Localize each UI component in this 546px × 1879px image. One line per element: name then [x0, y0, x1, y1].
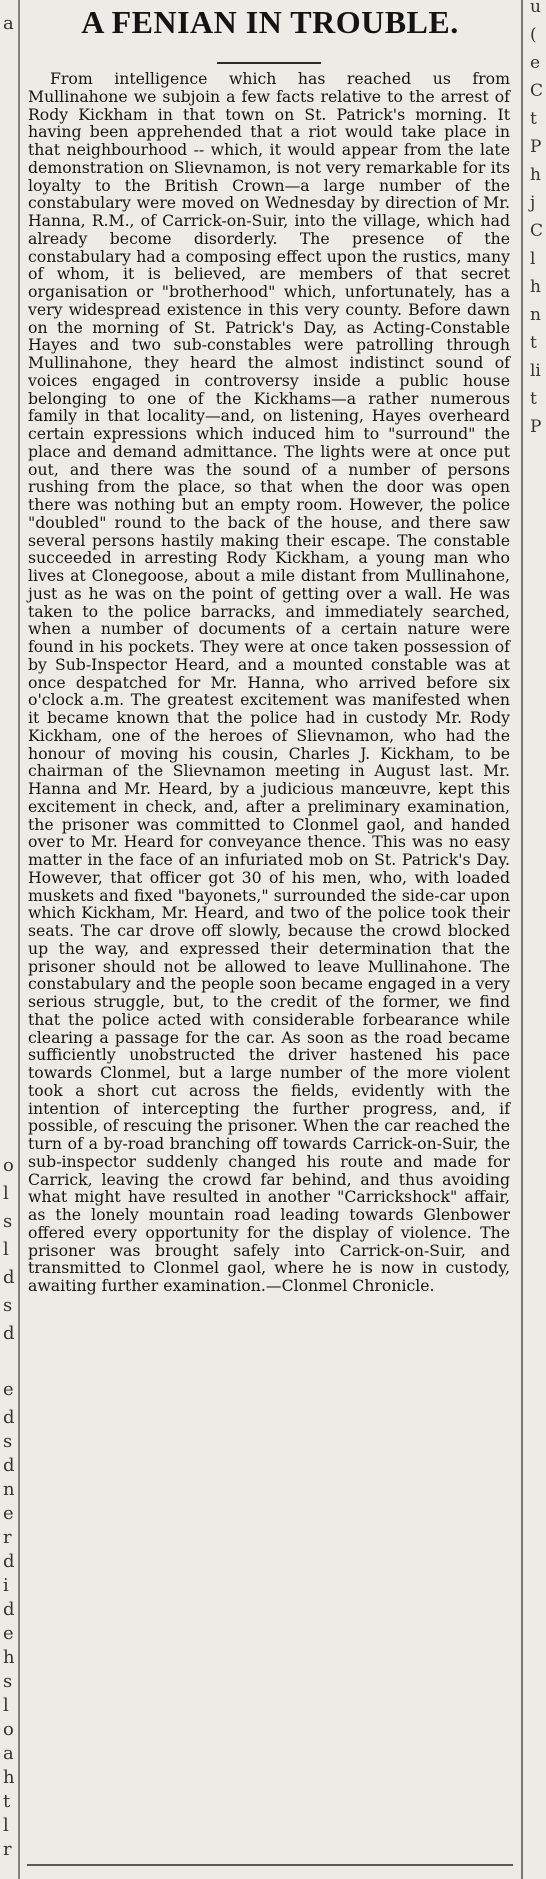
left-column-fragment: h — [3, 1647, 15, 1668]
right-column-fragment: u — [530, 0, 541, 17]
left-column-fragment: s — [3, 1431, 13, 1452]
left-column-fragment: d — [3, 1551, 15, 1572]
right-column-fragment: j — [530, 193, 536, 213]
right-column-fragment: t — [530, 109, 537, 129]
right-column-fragment: n — [530, 305, 541, 325]
article-headline: A FENIAN IN TROUBLE. — [81, 4, 459, 40]
right-column-fragment: ( — [530, 25, 537, 45]
right-column-fragment: C — [530, 221, 544, 241]
right-column-fragment: e — [530, 53, 541, 73]
right-column-fragment: P — [530, 417, 542, 437]
left-column-fragment: s — [3, 1295, 13, 1316]
right-column-fragment: t — [530, 333, 537, 353]
left-column-fragment: a — [3, 1743, 14, 1764]
right-column-fragment: h — [530, 277, 541, 297]
left-column-fragment: e — [3, 1503, 14, 1524]
left-column-fragment: d — [3, 1407, 15, 1428]
left-column-fragment: l — [3, 1239, 9, 1260]
right-column-fragment: h — [530, 165, 541, 185]
right-column-fragment: li — [530, 361, 541, 381]
left-column-fragment: o — [3, 1719, 14, 1740]
left-column-fragment: l — [3, 1695, 9, 1716]
left-column-fragment: e — [3, 1379, 14, 1400]
right-column-rule — [521, 0, 523, 1879]
right-column-fragment: P — [530, 137, 542, 157]
right-column-fragment: l — [530, 249, 536, 269]
left-column-fragment: d — [3, 1455, 15, 1476]
left-column-fragment: d — [3, 1267, 15, 1288]
left-column-fragment: t — [3, 1791, 11, 1812]
left-column-fragment: h — [3, 1767, 15, 1788]
article-body: From intelligence which has reached us from Mullinahone we subjoin a few facts relative to the arrest of Rody Kickham in that town on St. Patrick's morning. It having been apprehended that a riot would take place in that neighbourhood -- which, it would appear from the late demonstration on Slievnamon, is not very remarkable for its loyalty to the British Crown—a large number of the constabulary were moved on Wednesday by direction of Mr. Hanna, R.M., of Carrick-on-Suir, into the village, which had already become disorderly. The presence of the constabulary had a composing effect upon the rustics, many of whom, it is believed, are members of that secret organisation or "brotherhood" which, unfortunately, has a very widespread existence in this very county. Before dawn on the morning of St. Patrick's Day, as Acting-Constable Hayes and two sub-constables were patrolling through Mullinahone, they heard the almost indistinct sound of voices engaged in controversy inside a public house belonging to one of the Kickhams—a rather numerous family in that locality—and, on listening, Hayes overheard certain expressions which induced him to "surround" the place and demand admittance. The lights were at once put out, and there was the sound of a number of persons rushing from the place, so that when the door was open there was nothing but an empty room. However, the police "doubled" round to the back of the house, and there saw several persons hastily making their escape. The constable succeeded in arresting Rody Kickham, a young man who lives at Clonegoose, about a mile distant from Mullinahone, just as he was on the point of getting over a wall. He was taken to the police barracks, and immediately searched, when a number of documents of a certain nature were found in his pockets. They were at once taken possession of by Sub-Inspector Heard, and a mounted constable was at once despatched for Mr. Hanna, who arrived before six o'clock a.m. The greatest excitement was manifested when it became known that the police had in custody Mr. Rody Kickham, one of the heroes of Slievnamon, who had the honour of moving his cousin, Charles J. Kickham, to be chairman of the Slievnamon meeting in August last. Mr. Hanna and Mr. Heard, by a judicious manœuvre, kept this excitement in check, and, after a preliminary examination, the prisoner was committed to Clonmel gaol, and handed over to Mr. Heard for conveyance thence. This was no easy matter in the face of an infuriated mob on St. Patrick's Day. However, that officer got 30 of his men, who, with loaded muskets and fixed "bayonets," surrounded the side-car upon which Kickham, Mr. Heard, and two of the police took their seats. The car drove off slowly, because the crowd blocked up the way, and expressed their determination that the prisoner should not be allowed to leave Mullinahone. The constabulary and the people soon became engaged in a very serious struggle, but, to the credit of the former, we find that the police acted with considerable forbearance while clearing a passage for the car. As soon as the road became sufficiently unobstructed the driver hastened his pace towards Clonmel, but a large number of the more violent took a short cut across the fields, evidently with the intention of intercepting the further progress, and, if possible, of rescuing the prisoner. When the car reached the turn of a by-road branching off towards Carrick-on-Suir, the sub-inspector suddenly changed his route and made for Carrick, leaving the crowd far behind, and thus avoiding what might have resulted in another "Carrickshock" affair, as the lonely mountain road leading towards Glenbower offered every opportunity for the display of violence. The prisoner was brought safely into Carrick-on-Suir, and transmitted to Clonmel gaol, where he is now in custody, awaiting further examination.—Clonmel Chronicle. — [28, 69, 510, 1295]
right-column-fragment: t — [530, 389, 537, 409]
left-column-fragment: o — [3, 1155, 14, 1176]
left-column-fragment: d — [3, 1599, 15, 1620]
left-column-fragment: r — [3, 1839, 12, 1860]
article-end-rule — [27, 1864, 513, 1866]
left-column-fragment: s — [3, 1671, 13, 1692]
right-column-fragment: C — [530, 81, 544, 101]
left-column-fragment: d — [3, 1323, 15, 1344]
left-column-fragment: r — [3, 1527, 12, 1548]
left-column-fragment: l — [3, 1815, 9, 1836]
left-column-rule — [18, 0, 20, 1879]
left-column-fragment: e — [3, 1623, 14, 1644]
left-column-fragment: s — [3, 1211, 13, 1232]
left-column-fragment: a — [3, 13, 14, 34]
left-column-fragment: l — [3, 1183, 9, 1204]
left-column-fragment: n — [3, 1479, 15, 1500]
article — [22, 0, 518, 1879]
left-column-fragment: i — [3, 1575, 9, 1596]
headline-rule — [217, 62, 321, 64]
